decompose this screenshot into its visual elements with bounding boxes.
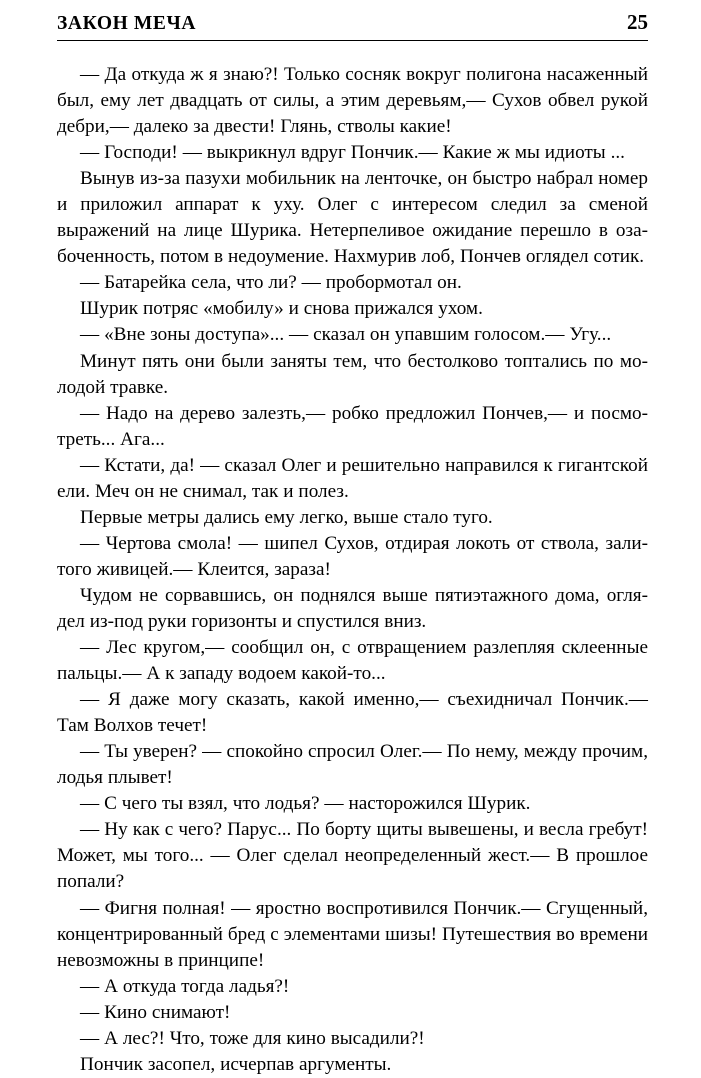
body-paragraph: — Лес кругом,— сообщил он, с отвращением разлепляя склеенные пальцы.— А к западу водоем какой-то... [57,637,648,685]
body-paragraph: — Кстати, да! — сказал Олег и решительно направился к гигантской ели. Меч он не снимал, так и полез. [57,454,648,502]
body-paragraph: Минут пять они были заняты тем, что бестолково топтались по молодой травке. [57,350,648,398]
body-paragraph: — А лес?! Что, тоже для кино высадили?! [80,1027,425,1049]
body-paragraph: Пончик засопел, исчерпав аргументы. [80,1053,392,1075]
body-paragraph: Первые метры дались ему легко, выше стало туго. [80,506,493,528]
body-paragraph: — Кино снимают! [80,1001,231,1023]
body-paragraph: — А откуда тогда ладья?! [80,975,290,997]
running-head-title: ЗАКОН МЕЧА [57,13,197,34]
body-paragraph: — Господи! — выкрикнул вдруг Пончик.— Какие ж мы идиоты ... [80,142,625,164]
body-paragraph: — Фигня полная! — яростно воспротивился Пончик.— Сгущенный, концентрированный бред с элементами шизы! Путешествия во времени невозможны в принципе! [57,897,648,971]
running-head [57,12,648,42]
body-paragraph: — Да откуда ж я знаю?! Только сосняк вокруг полигона насаженный был, ему лет двадцать от силы, а этим деревьям,— Сухов обвел рукой дебри,— далеко за двести! Глянь, стволы какие! [57,64,648,138]
body-paragraph: — Ну как с чего? Парус... По борту щиты вывешены, и весла гребут! Может, мы того... — Олег сделал неопределенный жест.— В прошлое попали? [57,819,648,893]
body-paragraph: Шурик потряс «мобилу» и снова прижался ухом. [80,298,483,320]
body-paragraph: — Чертова смола! — шипел Сухов, отдирая локоть от ствола, залитого живицей.— Клеится, зараза! [57,532,648,580]
body-paragraph: — Надо на дерево залезть,— робко предложил Пончев,— и посмотреть... Ага... [57,402,648,450]
body-paragraph: — Ты уверен? — спокойно спросил Олег.— По нему, между прочим, лодья плывет! [57,741,648,789]
header-rule [57,40,648,41]
body-text-block [57,62,648,1078]
body-paragraph: — Я даже могу сказать, какой именно,— съехидничал Пончик.— Там Волхов течет! [57,689,648,737]
page-number: 25 [627,10,648,34]
body-paragraph: — С чего ты взял, что лодья? — насторожился Шурик. [80,793,531,815]
body-paragraph: — «Вне зоны доступа»... — сказал он упавшим голосом.— Угу... [80,324,612,346]
body-paragraph: Вынув из-за пазухи мобильник на ленточке, он быстро набрал номер и приложил аппарат к уху. Олег с интересом следил за сменой выражений на лице Шурика. Нетерпеливое ожидание перешло в озабоченность, потом в недоумение. Нахмурив лоб, Пончев оглядел сотик. [57,168,648,268]
body-paragraph: — Батарейка села, что ли? — пробормотал он. [80,272,462,294]
body-paragraph: Чудом не сорвавшись, он поднялся выше пятиэтажного дома, оглядел из-под руки горизонты и спустился вниз. [57,584,648,632]
